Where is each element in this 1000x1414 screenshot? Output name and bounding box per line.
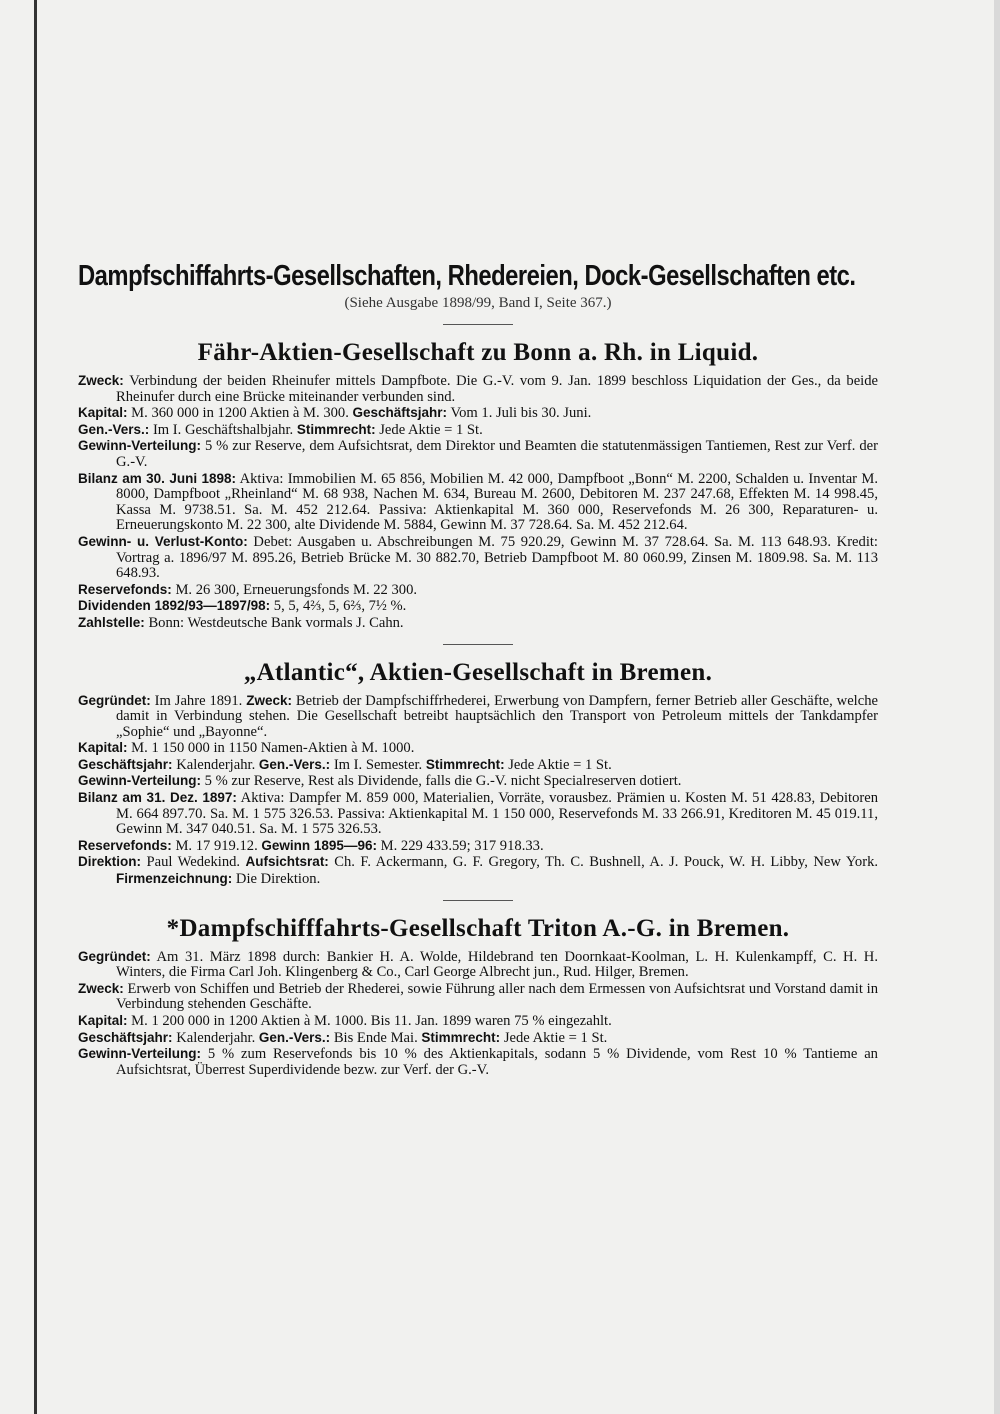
entry-text: Im I. Semester. — [333, 756, 423, 773]
company-entry-triton — [78, 915, 878, 1079]
entry-text: 5 % zur Reserve, Rest als Dividende, falls die G.-V. nicht Specialreserven dotiert. — [204, 773, 682, 790]
edition-reference: (Siehe Ausgabe 1898/99, Band I, Seite 367.) — [344, 295, 612, 311]
entry-paragraph — [78, 854, 878, 887]
entry-text: 5 % zur Reserve, dem Aufsichtsrat, dem Direktor und Beamten die statutenmässigen Tantiemen, Rest zur Verf. der G.-V. — [116, 438, 878, 470]
entry-text: Aktiva: Dampfer M. 859 000, Materialien, Vorräte, vorausbez. Prämien u. Kosten M. 51 428.83, Debitoren M. 664 897.70. Sa. M. 1 575 326.53. Passiva: Aktienkapital M. 1 150 000, Reservefonds M. 33 266.91, Kreditoren M. 45 019.11, Gewinn M. 347 040.51. Sa. M. 1 575 326.53. — [116, 790, 879, 838]
entry-text: Die Direktion. — [235, 871, 321, 888]
entry-label: Zweck: — [78, 980, 124, 996]
entry-text: Bonn: Westdeutsche Bank vormals J. Cahn. — [148, 614, 404, 631]
entry-paragraph — [78, 949, 878, 981]
section-divider — [443, 324, 513, 325]
entry-label: Stimmrecht: — [425, 756, 505, 772]
entry-label: Stimmrecht: — [421, 1029, 501, 1045]
entry-text: M. 229 433.59; 317 918.33. — [380, 837, 544, 854]
entry-label: Firmenzeichnung: — [116, 871, 233, 887]
binding-edge-line — [34, 0, 37, 1414]
entry-text: Aktiva: Immobilien M. 65 856, Mobilien M. 42 000, Dampfboot „Bonn“ M. 2200, Schalden u. Inventar M. 8000, Dampfboot „Rheinland“ M. 68 938, Nachen M. 634, Bureau M. 2600, Debitoren M. 237 247.68, Effekten M. 14 998.45, Kassa M. 9738.51. Sa. M. 452 212.64. Passiva: Aktienkapital M. 360 000, Reservefonds M. 26 300, Reparaturen- u. Erneuerungskonto M. 22 300, alte Dividende M. 5884, Gewinn M. 37 728.64. Sa. M. 452 212.64. — [116, 470, 878, 534]
entry-paragraph — [78, 582, 878, 599]
entry-text: Jede Aktie = 1 St. — [379, 421, 483, 438]
entry-text: Vom 1. Juli bis 30. Juni. — [450, 405, 592, 422]
entry-paragraph — [78, 693, 878, 741]
entry-text: M. 26 300, Erneuerungsfonds M. 22 300. — [175, 581, 418, 598]
page-edge — [994, 0, 1000, 1414]
section-divider — [443, 900, 513, 901]
entry-text: Im Jahre 1891. — [154, 692, 243, 709]
entry-paragraph — [78, 471, 878, 534]
entry-label: Zahlstelle: — [78, 614, 145, 630]
company-title: „Atlantic“, Aktien-Gesellschaft in Bremen. — [243, 658, 713, 686]
entry-paragraph — [78, 615, 878, 632]
entry-label: Reservefonds: — [78, 581, 172, 597]
entry-paragraph — [78, 1013, 878, 1030]
entry-label: Reservefonds: — [78, 837, 172, 853]
entry-text: Bis Ende Mai. — [333, 1029, 418, 1046]
entry-paragraph — [78, 422, 878, 439]
entry-label: Direktion: — [78, 854, 142, 870]
entry-paragraph — [78, 405, 878, 422]
page-title: Dampfschiffahrts-Gesellschaften, Rhedereien, Dock-Gesellschaften etc. — [78, 260, 856, 292]
entry-text: M. 1 150 000 in 1150 Namen-Aktien à M. 1000. — [131, 740, 415, 757]
entry-text: Erwerb von Schiffen und Betrieb der Rhederei, sowie Führung aller nach dem Ermessen von Aufsichtsrat und Vorstand damit in Verbindung stehenden Geschäfte. — [116, 980, 879, 1013]
entry-paragraph — [78, 790, 878, 838]
entry-text: Jede Aktie = 1 St. — [503, 1029, 608, 1046]
entry-label: Gewinn-Verteilung: — [78, 773, 202, 789]
entry-text: M. 360 000 in 1200 Aktien à M. 300. — [131, 405, 349, 422]
entry-paragraph — [78, 1030, 878, 1047]
entry-text: M. 1 200 000 in 1200 Aktien à M. 1000. Bis 11. Jan. 1899 waren 75 % eingezahlt. — [131, 1013, 612, 1029]
entry-text: Am 31. März 1898 durch: Bankier H. A. Wolde, Hildebrand ten Doornkaat-Koolman, L. H. Kulenkampff, C. H. H. Winters, die Firma Carl Joh. Klingenberg & Co., Carl George Albrecht jun., Rud. Hilger, Bremen. — [116, 948, 878, 981]
entry-paragraph — [78, 981, 878, 1013]
entry-paragraph — [78, 438, 878, 470]
entry-label: Geschäftsjahr: — [78, 1029, 173, 1045]
entry-paragraph — [78, 1046, 878, 1078]
entry-text: Verbindung der beiden Rheinufer mittels Dampfbote. Die G.-V. vom 9. Jan. 1899 beschloss Liquidation der Ges., da beide Rheinufer durch eine Brücke miteinander verbunden sind. — [116, 373, 879, 405]
company-title: *Dampfschifffahrts-Gesellschaft Triton A.-G. in Bremen. — [166, 914, 790, 942]
entry-paragraph — [78, 757, 878, 774]
entry-label: Kapital: — [78, 1013, 128, 1028]
entry-label: Gewinn- u. Verlust-Konto: — [78, 533, 248, 549]
company-entry-bonn — [78, 339, 878, 632]
company-entry-atlantic — [78, 659, 878, 888]
entry-paragraph — [78, 740, 878, 757]
entry-label: Dividenden 1892/93—1897/98: — [78, 598, 271, 614]
entry-text: Betrieb der Dampfschiffrhederei, Erwerbung von Dampfern, ferner Betrieb aller Geschäfte, welche damit in Verbindung stehen. Die Gesellschaft betreibt hauptsächlich den Transport von Petroleum mittels der Tankdampfer „Sophie“ und „Bayonne“. — [116, 692, 878, 740]
entry-label: Gewinn-Verteilung: — [78, 438, 202, 454]
entry-text: 5, 5, 4⅔, 5, 6⅔, 7½ %. — [273, 598, 407, 615]
entry-label: Gewinn 1895—96: — [261, 837, 377, 853]
entry-paragraph — [78, 373, 878, 405]
entry-text: Debet: Ausgaben u. Abschreibungen M. 75 920.29, Gewinn M. 37 728.64. Sa. M. 113 648.93. Kredit: Vortrag a. 1896/97 M. 895.26, Betrieb Brücke M. 30 882.70, Betrieb Dampfboot M. 80 060.99, Zinsen M. 1809.98. Sa. M. 113 648.93. — [116, 533, 878, 582]
company-title: Fähr-Aktien-Gesellschaft zu Bonn a. Rh. in Liquid. — [197, 339, 759, 366]
entry-label: Aufsichtsrat: — [245, 854, 329, 870]
entry-text: Kalenderjahr. — [176, 756, 256, 773]
entry-label: Stimmrecht: — [296, 421, 376, 437]
entry-paragraph — [78, 838, 878, 855]
entry-label: Zweck: — [246, 692, 292, 708]
entry-text: Kalenderjahr. — [176, 1029, 256, 1046]
entry-label: Gen.-Vers.: — [258, 1029, 331, 1045]
entry-paragraph — [78, 534, 878, 582]
entry-paragraph — [78, 598, 878, 615]
entry-label: Bilanz am 30. Juni 1898: — [78, 470, 237, 486]
entry-text: Paul Wedekind. — [146, 854, 241, 871]
entry-text: Ch. F. Ackermann, G. F. Gregory, Th. C. Bushnell, A. J. Pouck, W. H. Libby, New York. — [334, 854, 879, 871]
entry-label: Zweck: — [78, 373, 124, 388]
entry-label: Gegründet: — [78, 948, 151, 964]
entry-text: Im I. Geschäftshalbjahr. — [152, 421, 294, 438]
entry-label: Geschäftsjahr: — [78, 756, 173, 772]
entry-text: M. 17 919.12. — [175, 837, 258, 854]
entry-paragraph — [78, 773, 878, 790]
entry-label: Gegründet: — [78, 692, 151, 708]
entry-label: Kapital: — [78, 740, 128, 756]
entry-text: Jede Aktie = 1 St. — [508, 756, 612, 773]
entry-label: Kapital: — [78, 405, 128, 421]
section-divider — [443, 644, 513, 645]
entry-label: Gewinn-Verteilung: — [78, 1046, 202, 1062]
entry-label: Geschäftsjahr: — [352, 405, 448, 421]
entry-label: Bilanz am 31. Dez. 1897: — [78, 790, 237, 806]
entry-text: 5 % zum Reservefonds bis 10 % des Aktienkapitals, sodann 5 % Dividende, vom Rest 10 % Tantieme an Aufsichtsrat, Überrest Superdividende bezw. zur Verf. der G.-V. — [116, 1046, 878, 1078]
entry-label: Gen.-Vers.: — [78, 421, 150, 437]
entry-label: Gen.-Vers.: — [258, 756, 331, 772]
page-content — [78, 260, 878, 1088]
